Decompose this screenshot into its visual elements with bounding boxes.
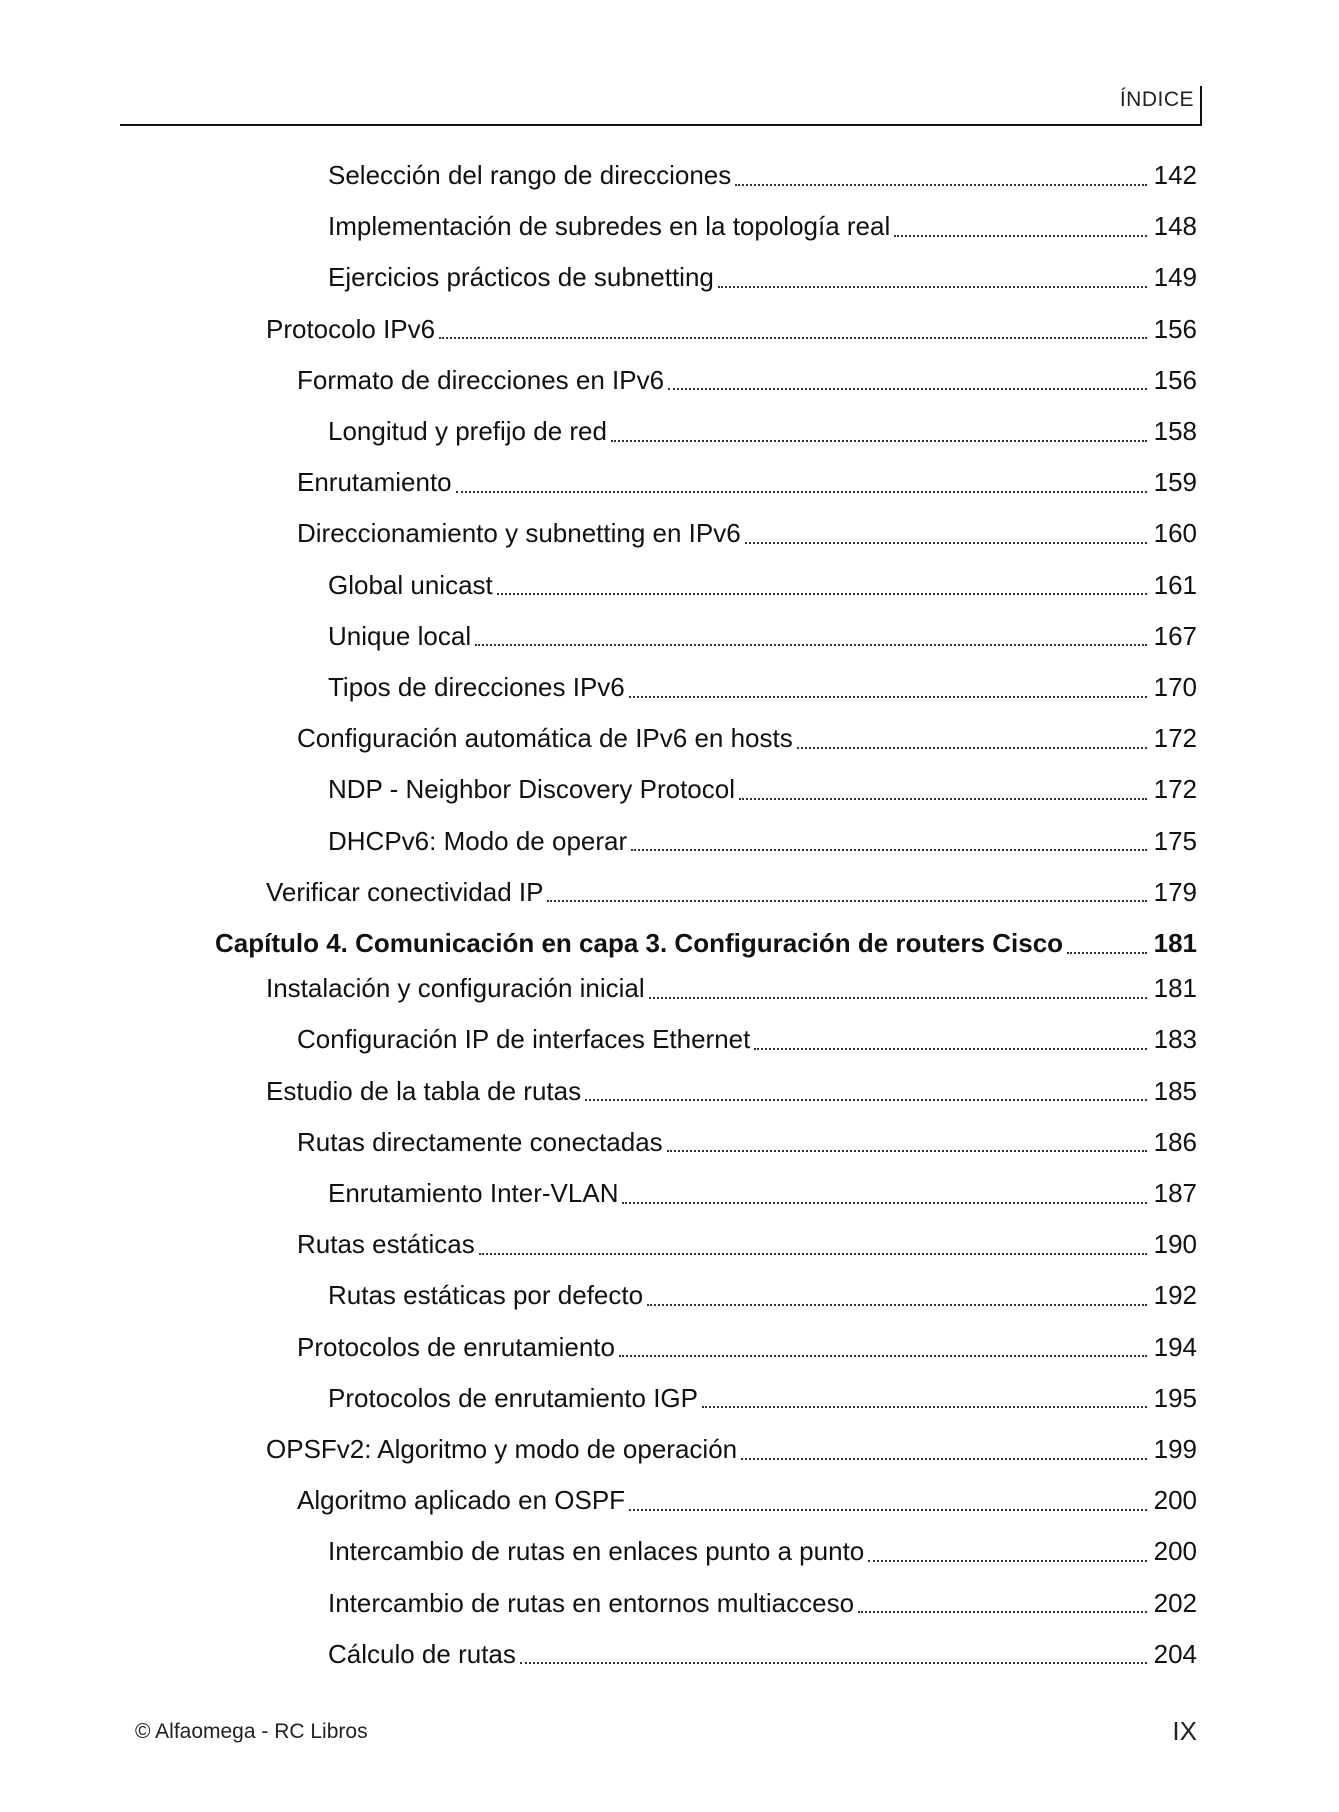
dot-leader	[547, 899, 1147, 902]
toc-entry[interactable]	[297, 465, 1197, 499]
toc-entry-title: OPSFv2: Algoritmo y modo de operación	[266, 1434, 738, 1464]
toc-entry-title: Estudio de la tabla de rutas	[266, 1075, 582, 1106]
toc-entry-page: 204	[1153, 1638, 1197, 1669]
toc-entry-title: Rutas directamente conectadas	[297, 1126, 663, 1157]
header-vertical-rule	[1200, 86, 1202, 124]
toc-entry[interactable]	[328, 824, 1197, 858]
toc-entry[interactable]	[297, 363, 1197, 397]
toc-entry-page: 199	[1153, 1434, 1197, 1464]
dot-leader	[797, 746, 1147, 749]
toc-entry-title: Instalación y configuración inicial	[266, 973, 645, 1004]
toc-entry-title: Verificar conectividad IP	[266, 876, 544, 907]
toc-entry-page: 167	[1153, 620, 1197, 651]
dot-leader	[858, 1610, 1147, 1613]
dot-leader	[647, 1303, 1147, 1306]
dot-leader	[741, 1457, 1147, 1460]
toc-entry-page: 170	[1153, 672, 1197, 702]
toc-entry[interactable]	[328, 568, 1197, 602]
toc-entry-page: 142	[1153, 160, 1197, 190]
toc-entry-page: 200	[1153, 1485, 1197, 1516]
toc-entry-page: 186	[1153, 1126, 1197, 1157]
toc-entry-title: Intercambio de rutas en entornos multiacceso	[328, 1587, 855, 1618]
toc-entry-page: 175	[1153, 825, 1197, 856]
toc-entry[interactable]	[328, 414, 1197, 448]
dot-leader	[619, 1354, 1147, 1357]
toc-entry-page: 159	[1153, 467, 1197, 498]
dot-leader	[629, 1508, 1147, 1511]
toc-chapter-entry[interactable]	[215, 926, 1197, 960]
toc-entry-title: Formato de direcciones en IPv6	[297, 364, 665, 395]
dot-leader	[475, 643, 1147, 646]
dot-leader	[868, 1559, 1147, 1562]
toc-entry-title: Enrutamiento	[297, 467, 452, 498]
toc-entry-page: 187	[1153, 1178, 1197, 1208]
dot-leader	[631, 848, 1147, 851]
toc-entry[interactable]	[328, 260, 1197, 294]
dot-leader	[520, 1661, 1147, 1664]
toc-entry-title: Ejercicios prácticos de subnetting	[328, 262, 714, 293]
toc-entry-page: 181	[1153, 973, 1197, 1004]
toc-entry-title: Protocolos de enrutamiento	[297, 1331, 615, 1362]
toc-entry[interactable]	[328, 209, 1197, 243]
dot-leader	[629, 695, 1147, 698]
toc-entry-page: 156	[1153, 364, 1197, 395]
toc-entry-title: DHCPv6: Modo de operar	[328, 825, 628, 856]
footer-publisher: © Alfaomega - RC Libros	[135, 1720, 368, 1743]
dot-leader	[456, 490, 1147, 493]
toc-entry-page: 195	[1153, 1382, 1197, 1413]
dot-leader	[894, 234, 1147, 237]
dot-leader	[439, 336, 1147, 339]
dot-leader	[649, 996, 1147, 999]
toc-entry-title: Algoritmo aplicado en OSPF	[297, 1485, 626, 1516]
toc-entry-title: Intercambio de rutas en enlaces punto a punto	[328, 1536, 865, 1567]
toc-entry[interactable]	[297, 1330, 1197, 1364]
dot-leader	[702, 1405, 1147, 1408]
toc-entry-title: Rutas estáticas por defecto	[328, 1280, 644, 1311]
footer-page-number: IX	[1172, 1716, 1197, 1746]
toc-entry-title: Enrutamiento Inter-VLAN	[328, 1178, 619, 1208]
toc-entry-page: 190	[1153, 1229, 1197, 1260]
toc-entry-title: Tipos de direcciones IPv6	[328, 672, 625, 702]
dot-leader	[497, 592, 1147, 595]
toc-entry[interactable]	[266, 1074, 1197, 1108]
dot-leader	[585, 1098, 1147, 1101]
toc-entry[interactable]	[328, 772, 1197, 806]
toc-entry[interactable]	[266, 312, 1197, 346]
toc-entry[interactable]	[297, 1227, 1197, 1261]
toc-entry[interactable]	[297, 1125, 1197, 1159]
toc-entry-page: 161	[1153, 569, 1197, 600]
toc-entry[interactable]	[328, 1381, 1197, 1415]
toc-entry-title: Cálculo de rutas	[328, 1638, 516, 1669]
dot-leader	[735, 183, 1147, 186]
toc-entry-title: Capítulo 4. Comunicación en capa 3. Configuración de routers Cisco	[215, 928, 1064, 958]
toc-entry-page: 192	[1153, 1280, 1197, 1311]
toc-entry-page: 179	[1153, 876, 1197, 907]
toc-entry-title: Longitud y prefijo de red	[328, 416, 607, 446]
toc-entry-page: 185	[1153, 1075, 1197, 1106]
dot-leader	[1067, 951, 1147, 954]
toc-entry-title: Rutas estáticas	[297, 1229, 475, 1260]
toc-entry[interactable]	[328, 670, 1197, 704]
toc-entry-page: 172	[1153, 723, 1197, 754]
toc-entry-title: Selección del rango de direcciones	[328, 160, 732, 190]
dot-leader	[745, 541, 1147, 544]
toc-entry-page: 156	[1153, 313, 1197, 344]
dot-leader	[739, 797, 1147, 800]
toc-entry[interactable]	[328, 1534, 1197, 1568]
toc-entry[interactable]	[297, 1022, 1197, 1056]
dot-leader	[667, 1149, 1147, 1152]
toc-entry-title: Direccionamiento y subnetting en IPv6	[297, 518, 741, 549]
toc-entry[interactable]	[297, 721, 1197, 755]
dot-leader	[668, 387, 1147, 390]
toc-entry-title: Global unicast	[328, 569, 493, 600]
dot-leader	[754, 1047, 1147, 1050]
toc-entry-page: 200	[1153, 1536, 1197, 1567]
toc-entry-page: 183	[1153, 1024, 1197, 1055]
toc-entry-page: 158	[1153, 416, 1197, 446]
toc-entry[interactable]	[328, 1278, 1197, 1312]
toc-entry[interactable]	[266, 971, 1197, 1005]
toc-entry[interactable]	[328, 619, 1197, 653]
toc-entry[interactable]	[328, 158, 1197, 192]
toc-entry-page: 149	[1153, 262, 1197, 293]
dot-leader	[611, 439, 1147, 442]
toc-entry-title: Configuración IP de interfaces Ethernet	[297, 1024, 751, 1055]
header-horizontal-rule	[120, 124, 1202, 126]
toc-entry-page: 181	[1153, 928, 1197, 958]
toc-entry[interactable]	[297, 516, 1197, 550]
toc-entry-page: 194	[1153, 1331, 1197, 1362]
toc-entry[interactable]	[328, 1637, 1197, 1671]
toc-entry[interactable]	[328, 1176, 1197, 1210]
toc-entry-title: Unique local	[328, 620, 472, 651]
toc-entry-title: NDP - Neighbor Discovery Protocol	[328, 774, 735, 805]
toc-entry-title: Protocolo IPv6	[266, 313, 436, 344]
toc-entry[interactable]	[266, 875, 1197, 909]
toc-entry-page: 172	[1153, 774, 1197, 805]
toc-entry-page: 160	[1153, 518, 1197, 549]
toc-entry-title: Implementación de subredes en la topología real	[328, 211, 891, 242]
dot-leader	[718, 285, 1147, 288]
toc-entry-title: Protocolos de enrutamiento IGP	[328, 1382, 698, 1413]
dot-leader	[479, 1252, 1147, 1255]
running-header: ÍNDICE	[1119, 88, 1194, 111]
toc-entry[interactable]	[328, 1586, 1197, 1620]
toc-entry-page: 202	[1153, 1587, 1197, 1618]
toc-entry-page: 148	[1153, 211, 1197, 242]
toc-entry-title: Configuración automática de IPv6 en hosts	[297, 723, 793, 754]
toc-entry[interactable]	[266, 1432, 1197, 1466]
toc-entry[interactable]	[297, 1483, 1197, 1517]
dot-leader	[622, 1201, 1147, 1204]
